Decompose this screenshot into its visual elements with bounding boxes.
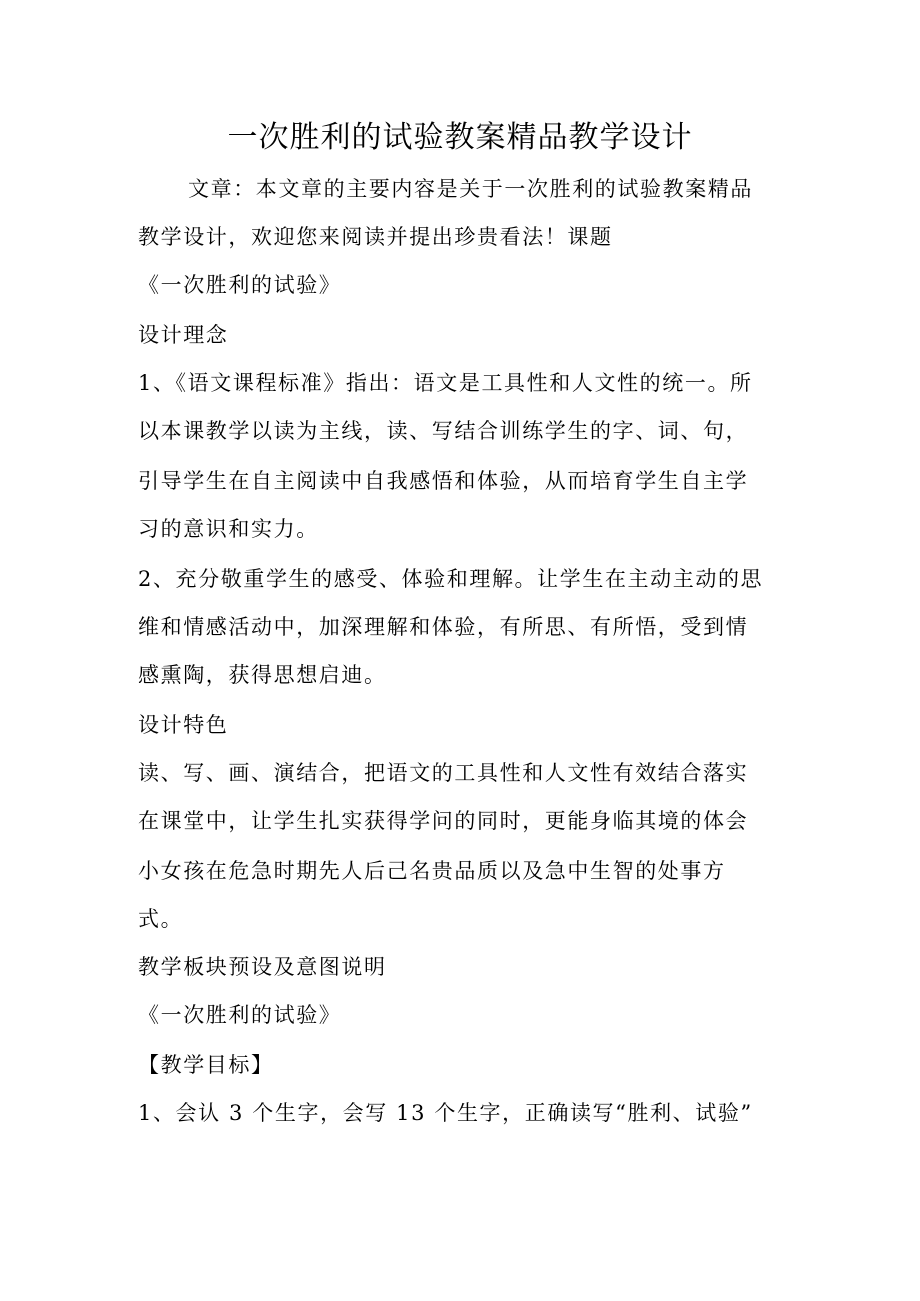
concept-2-line-3: 感熏陶，获得思想启迪。 bbox=[138, 663, 387, 687]
document-title: 一次胜利的试验教案精品教学设计 bbox=[227, 120, 693, 155]
concept-2-line-2: 维和情感活动中，加深理解和体验，有所思、有所悟，受到情 bbox=[138, 615, 749, 639]
features-line-1: 读、写、画、演结合，把语文的工具性和人文性有效结合落实 bbox=[138, 761, 749, 785]
concept-1-line-3: 引导学生在自主阅读中自我感悟和体验，从而培育学生自主学 bbox=[138, 469, 749, 493]
lesson-title-line-2: 《一次胜利的试验》 bbox=[138, 1003, 342, 1027]
lesson-title-line: 《一次胜利的试验》 bbox=[138, 273, 342, 297]
intro-line-2: 教学设计，欢迎您来阅读并提出珍贵看法！课题 bbox=[138, 225, 613, 249]
features-line-2: 在课堂中，让学生扎实获得学问的同时，更能身临其境的体会 bbox=[138, 809, 749, 833]
concept-1-line-1: 1、《语文课程标准》指出：语文是工具性和人文性的统一。所 bbox=[138, 371, 753, 395]
goal-1-line: 1、会认 3 个生字，会写 13 个生字，正确读写“胜利、试验” bbox=[138, 1101, 753, 1125]
intro-line-1: 文章：本文章的主要内容是关于一次胜利的试验教案精品 bbox=[188, 177, 753, 201]
concept-1-line-2: 以本课教学以读为主线，读、写结合训练学生的字、词、句， bbox=[138, 419, 749, 443]
concept-1-line-4: 习的意识和实力。 bbox=[138, 517, 319, 541]
section-heading-teaching-blocks: 教学板块预设及意图说明 bbox=[138, 955, 387, 979]
section-heading-teaching-goals: 【教学目标】 bbox=[138, 1053, 274, 1077]
section-heading-design-features: 设计特色 bbox=[138, 713, 229, 737]
concept-2-line-1: 2、充分敬重学生的感受、体验和理解。让学生在主动主动的思 bbox=[138, 567, 764, 591]
section-heading-design-concept: 设计理念 bbox=[138, 323, 229, 347]
features-line-3: 小女孩在危急时期先人后己名贵品质以及急中生智的处事方 bbox=[138, 859, 726, 883]
features-line-4: 式。 bbox=[138, 907, 184, 931]
